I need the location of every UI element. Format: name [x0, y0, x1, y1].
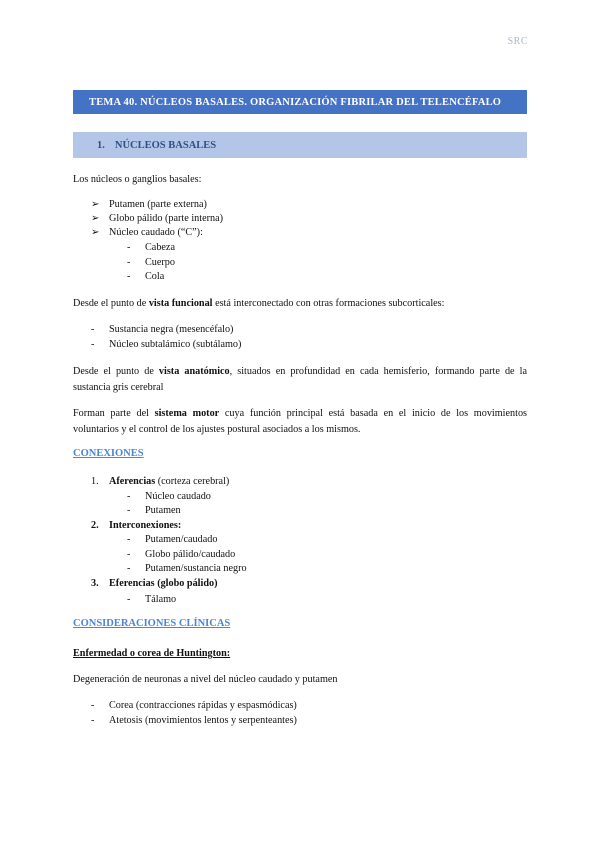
list-item: - Atetosis (movimientos lentos y serpenteantes): [91, 715, 297, 726]
intro-text: Los núcleos o ganglios basales:: [73, 174, 202, 185]
sub-list-item: - Cola: [127, 271, 165, 282]
arrow-bullet-icon: ➢: [91, 227, 100, 238]
sub-list-item: - Cabeza: [127, 242, 175, 253]
paragraph-vista-anatomico: Desde el punto de vista anatómico, situados en profundidad en cada hemisferio, formando parte de la sustancia gris cerebral: [73, 366, 527, 393]
list-item: - Núcleo subtalámico (subtálamo): [91, 339, 242, 350]
consideraciones-clinicas-heading: CONSIDERACIONES CLÍNICAS: [73, 618, 231, 629]
huntington-subheading: Enfermedad o corea de Huntington:: [73, 648, 231, 659]
document-title: TEMA 40. NÚCLEOS BASALES. ORGANIZACIÓN FIBRILAR DEL TELENCÉFALO: [73, 90, 527, 114]
arrow-bullet-icon: ➢: [91, 213, 100, 224]
sub-list-item: - Globo pálido/caudado: [127, 549, 236, 560]
section-heading-nucleos-basales: [73, 132, 527, 158]
numbered-item-eferencias: 3. Eferencias (globo pálido): [91, 578, 218, 589]
section-label: NÚCLEOS BASALES: [114, 139, 217, 151]
numbered-item-interconexiones: 2. Interconexiones:: [91, 520, 182, 531]
huntington-description: Degeneración de neuronas a nivel del núcleo caudado y putamen: [73, 674, 338, 685]
conexiones-heading: CONEXIONES: [73, 448, 144, 459]
sub-list-item: - Putamen: [127, 505, 181, 516]
list-item: ➢ Putamen (parte externa): [91, 198, 207, 213]
sub-list-item: - Núcleo caudado: [127, 491, 211, 502]
header-initials: SRC: [507, 36, 528, 47]
sub-list-item: - Cuerpo: [127, 257, 175, 268]
list-item: ➢ Núcleo caudado (“C”):: [91, 226, 203, 241]
paragraph-vista-funcional: Desde el punto de vista funcional está interconectado con otras formaciones subcorticales:: [73, 298, 445, 309]
arrow-bullet-icon: ➢: [91, 199, 100, 210]
numbered-item-aferencias: 1. Aferencias (corteza cerebral): [91, 476, 230, 487]
paragraph-sistema-motor: Forman parte del sistema motor cuya función principal está basada en el inicio de los movimientos voluntarios y el control de los ajustes postural asociados a los mismos.: [73, 408, 528, 435]
list-item: ➢ Globo pálido (parte interna): [91, 212, 223, 227]
list-item: - Corea (contracciones rápidas y espasmódicas): [91, 700, 297, 711]
sub-list-item: - Putamen/caudado: [127, 534, 218, 545]
list-item: - Sustancia negra (mesencéfalo): [91, 324, 234, 335]
sub-list-item: - Putamen/sustancia negro: [127, 563, 247, 574]
section-number: 1.: [97, 139, 105, 151]
sub-list-item: - Tálamo: [127, 594, 177, 605]
